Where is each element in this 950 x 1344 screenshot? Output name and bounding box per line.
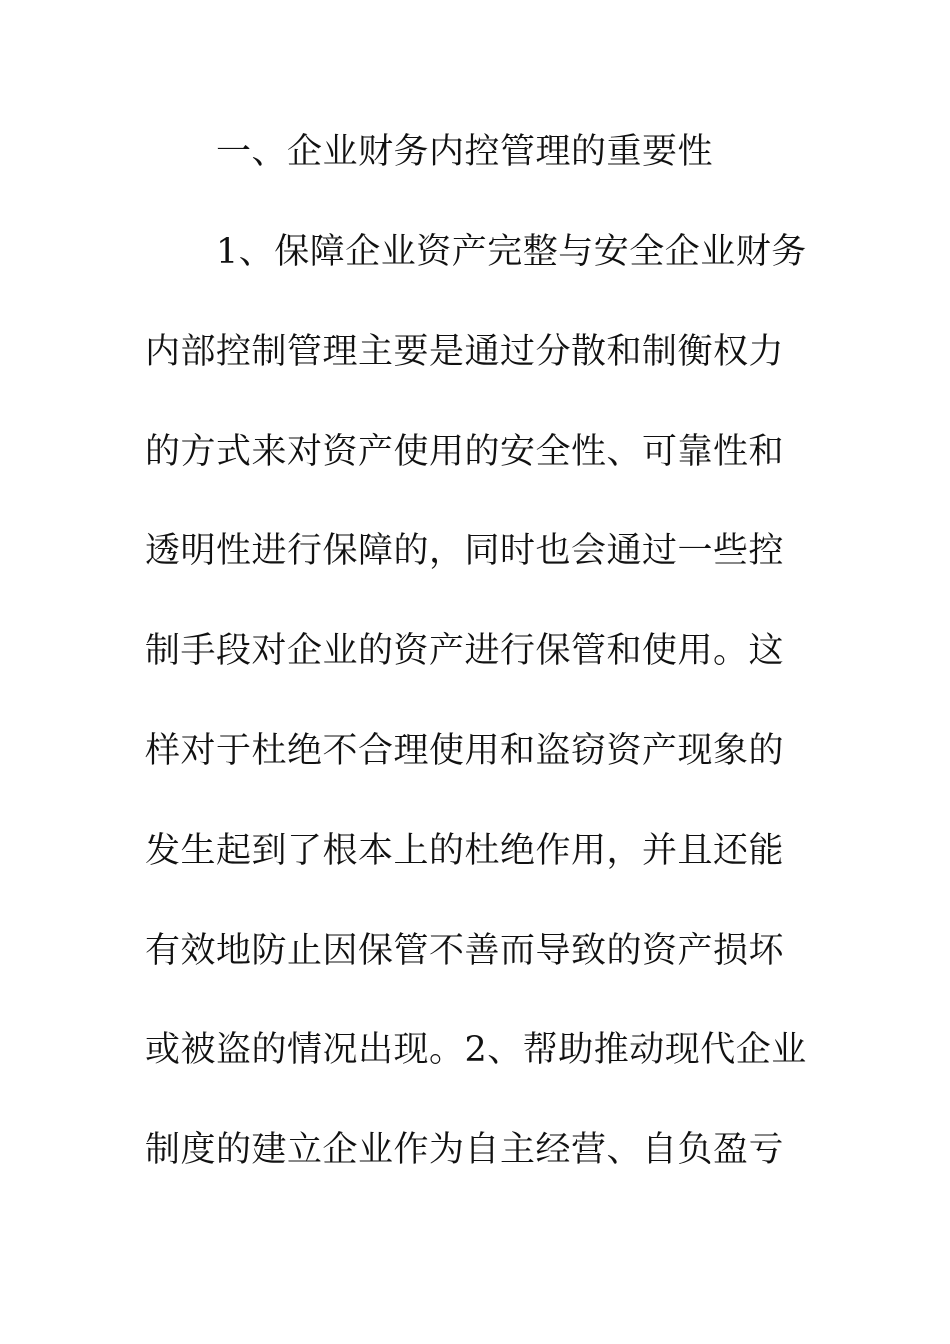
paragraph-line: 样对于杜绝不合理使用和盗窃资产现象的	[145, 731, 785, 771]
paragraph-line: 制度的建立企业作为自主经营、自负盈亏	[145, 1130, 785, 1170]
paragraph-line: 内部控制管理主要是通过分散和制衡权力	[145, 332, 785, 372]
paragraph-line: 1、保障企业资产完整与安全企业财务	[216, 232, 807, 272]
paragraph-line: 的方式来对资产使用的安全性、可靠性和	[145, 432, 785, 472]
paragraph-line: 透明性进行保障的，同时也会通过一些控	[145, 531, 785, 571]
paragraph-line: 有效地防止因保管不善而导致的资产损坏	[145, 931, 785, 971]
section-heading: 一、企业财务内控管理的重要性	[216, 132, 714, 172]
paragraph-line: 发生起到了根本上的杜绝作用，并且还能	[145, 831, 785, 871]
paragraph-line: 制手段对企业的资产进行保管和使用。这	[145, 631, 785, 671]
paragraph-line: 或被盗的情况出现。2、帮助推动现代企业	[145, 1030, 807, 1070]
